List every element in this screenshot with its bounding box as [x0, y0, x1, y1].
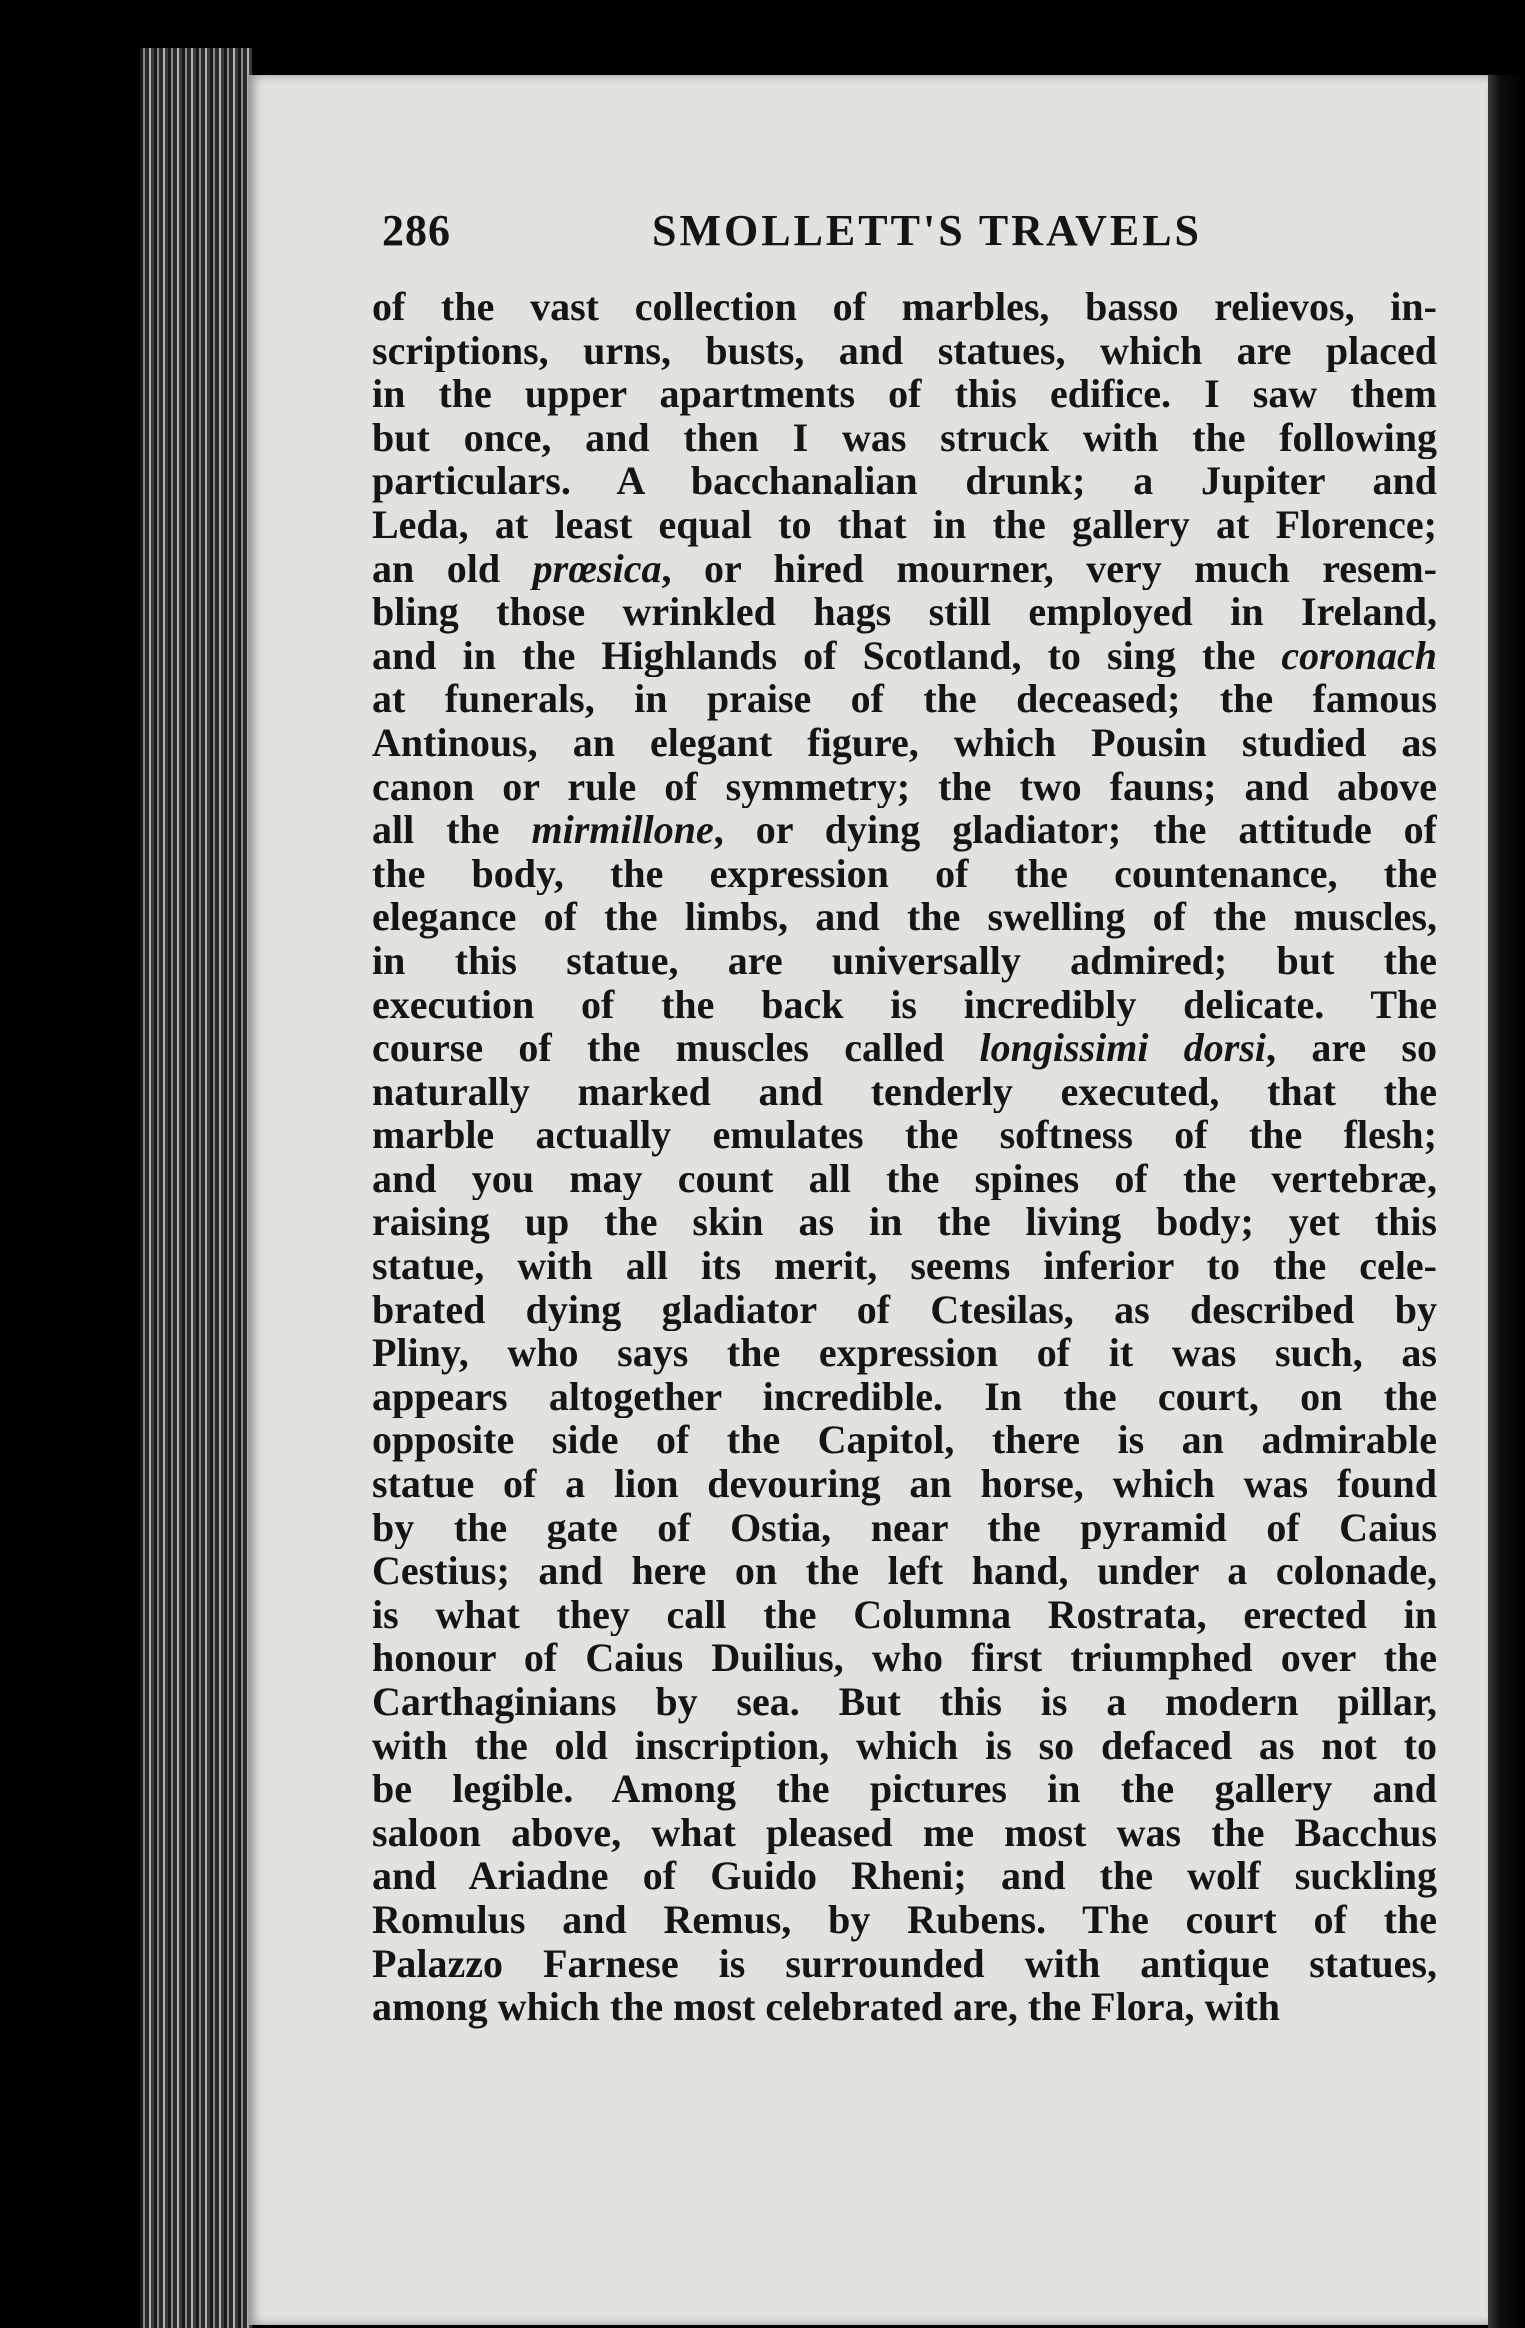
running-title: SMOLLETT'S TRAVELS	[652, 206, 1203, 255]
text-line: all the mirmillone, or dying gladiator; the attitude of	[372, 808, 1437, 852]
text-line: and in the Highlands of Scotland, to sing the coronach	[372, 633, 1437, 678]
text-line: particulars. A bacchanalian drunk; a Jupiter and	[372, 459, 1437, 503]
text-line: statue, with all its merit, seems inferior to the cele-	[372, 1244, 1437, 1288]
text-line: Cestius; and here on the left hand, under a colonade,	[372, 1549, 1437, 1593]
text-line: by the gate of Ostia, near the pyramid of Caius	[372, 1505, 1437, 1550]
text-line: bling those wrinkled hags still employed in Ireland,	[372, 590, 1437, 634]
text-line: statue of a lion devouring an horse, which was found	[372, 1462, 1437, 1506]
text-line: honour of Caius Duilius, who first triumphed over the	[372, 1636, 1437, 1680]
page-number: 286	[382, 206, 451, 255]
text-line: course of the muscles called longissimi dorsi, are so	[372, 1026, 1437, 1070]
text-line: in this statue, are universally admired; but the	[372, 938, 1437, 983]
text-line: and you may count all the spines of the vertebræ,	[372, 1156, 1437, 1201]
text-line: and Ariadne of Guido Rheni; and the wolf suckling	[372, 1854, 1437, 1898]
italic-term: coronach	[1281, 633, 1437, 678]
text-line: at funerals, in praise of the deceased; the famous	[372, 677, 1437, 721]
text-line: be legible. Among the pictures in the gallery and	[372, 1767, 1437, 1811]
page-right-edge	[1488, 75, 1525, 2328]
text-line: elegance of the limbs, and the swelling of the muscles,	[372, 895, 1437, 939]
text-line: brated dying gladiator of Ctesilas, as described by	[372, 1287, 1437, 1332]
italic-term: longissimi dorsi	[979, 1026, 1267, 1070]
text-line: of the vast collection of marbles, basso relievos, in-	[372, 285, 1437, 329]
text-line: raising up the skin as in the living body; yet this	[372, 1200, 1437, 1245]
text-line: the body, the expression of the countenance, the	[372, 851, 1437, 896]
text-line: canon or rule of symmetry; the two fauns; and above	[372, 764, 1437, 809]
text-line: Romulus and Remus, by Rubens. The court of the	[372, 1897, 1437, 1942]
text-line: Leda, at least equal to that in the gallery at Florence;	[372, 502, 1437, 547]
running-head	[382, 205, 1462, 265]
italic-term: prœsica	[532, 546, 662, 591]
text-line: saloon above, what pleased me most was the Bacchus	[372, 1810, 1437, 1855]
text-line: with the old inscription, which is so defaced as not to	[372, 1723, 1437, 1768]
text-line: naturally marked and tenderly executed, that the	[372, 1069, 1437, 1114]
text-line: appears altogether incredible. In the court, on the	[372, 1374, 1437, 1419]
text-line: opposite side of the Capitol, there is an admirable	[372, 1418, 1437, 1463]
text-line: scriptions, urns, busts, and statues, which are placed	[372, 328, 1437, 373]
text-line: is what they call the Columna Rostrata, erected in	[372, 1592, 1437, 1637]
italic-term: mirmillone	[531, 808, 714, 852]
text-line: Pliny, who says the expression of it was such, as	[372, 1331, 1437, 1375]
text-line: Carthaginians by sea. But this is a modern pillar,	[372, 1680, 1437, 1724]
text-line: but once, and then I was struck with the following	[372, 415, 1437, 460]
body-text	[372, 285, 1437, 2029]
text-line: Antinous, an elegant figure, which Pousin studied as	[372, 720, 1437, 765]
text-line: an old prœsica, or hired mourner, very much resem-	[372, 546, 1437, 591]
text-line: among which the most celebrated are, the Flora, with	[372, 1985, 1281, 2029]
text-line: marble actually emulates the softness of the flesh;	[372, 1113, 1437, 1157]
page-edges-stack	[140, 48, 252, 2328]
text-line: execution of the back is incredibly delicate. The	[372, 982, 1437, 1027]
text-line: in the upper apartments of this edifice. I saw them	[372, 372, 1437, 416]
text-line: Palazzo Farnese is surrounded with antique statues,	[372, 1941, 1437, 1986]
